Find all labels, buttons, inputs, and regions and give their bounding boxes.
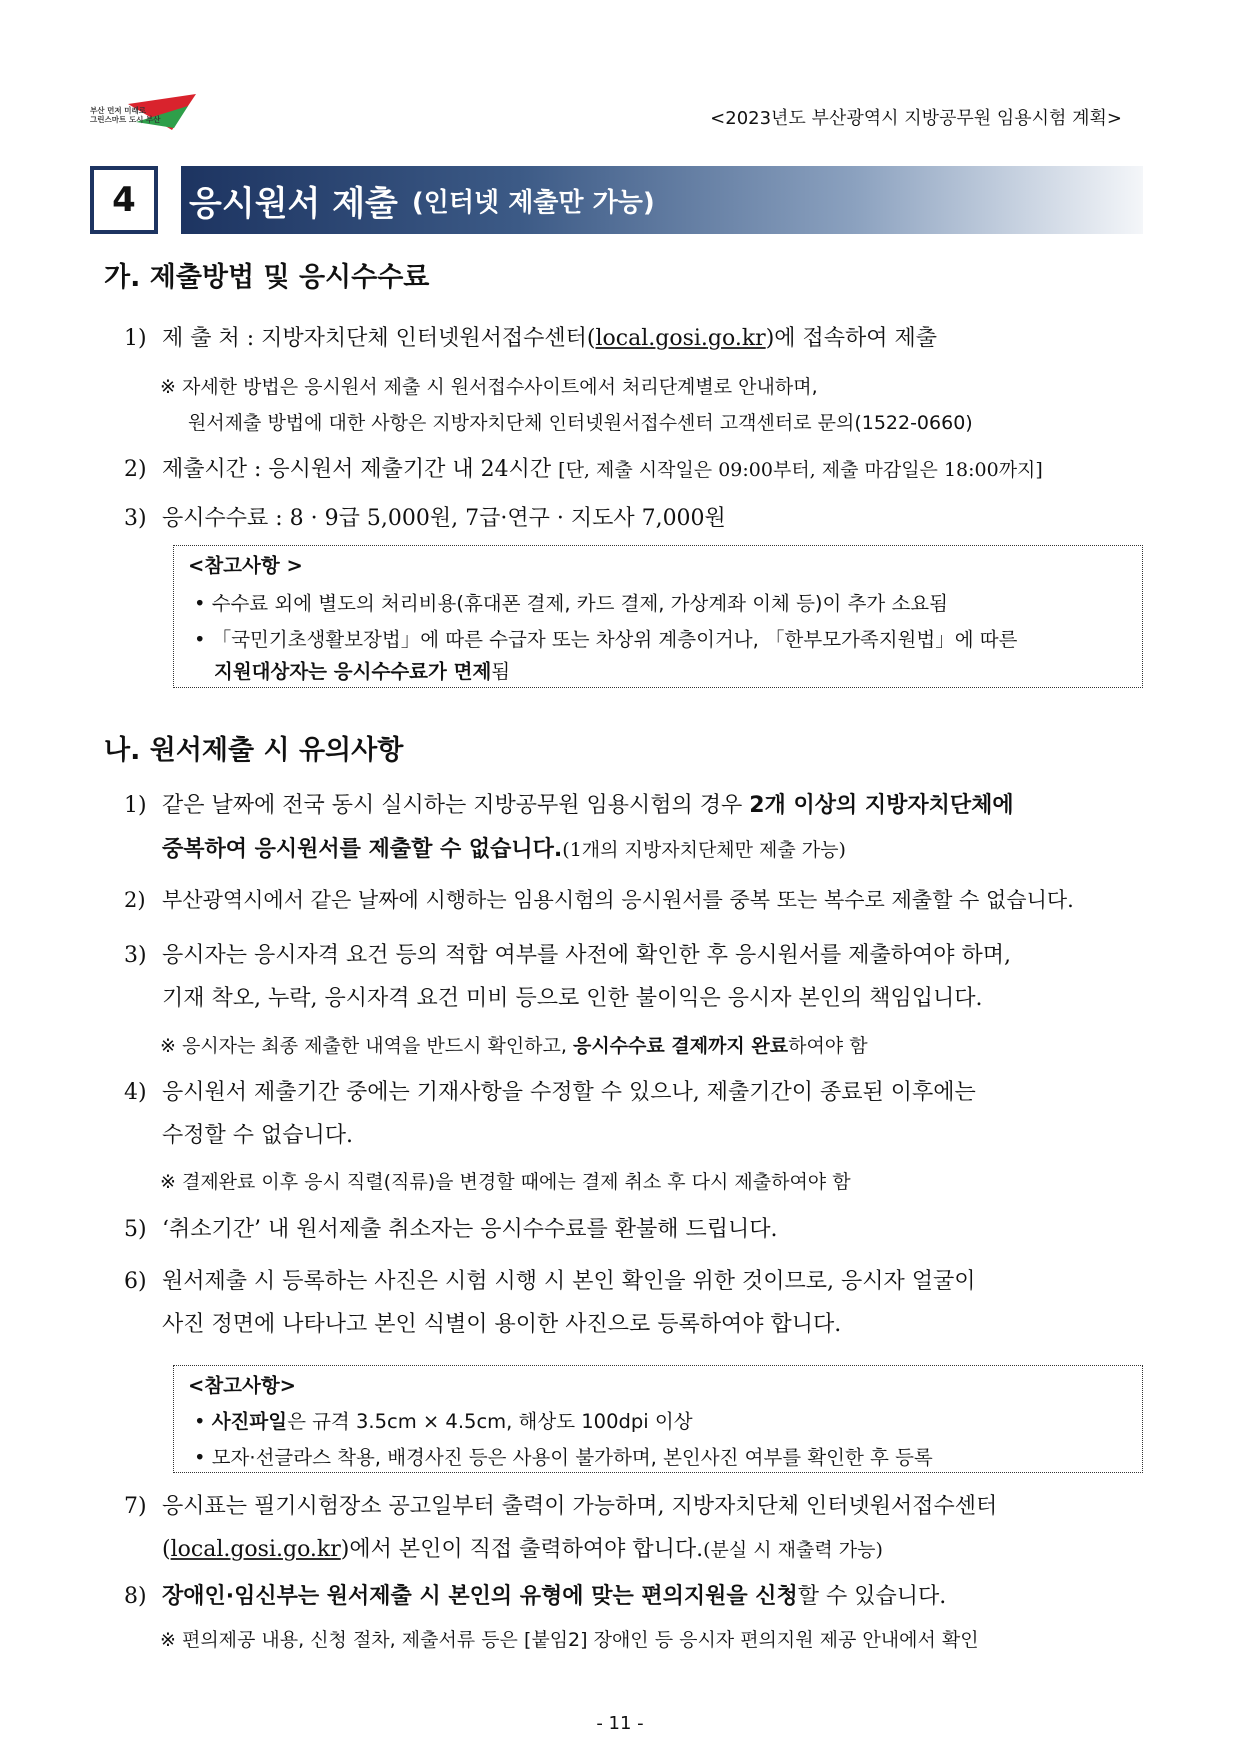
note-bold-text: 응시수수료 결제까지 완료	[572, 1035, 789, 1057]
note-text: 하여야 함	[788, 1035, 868, 1057]
reference-bullet-1: • 수수료 외에 별도의 처리비용(휴대폰 결제, 카드 결제, 가상계좌 이체 등)이 추가 소요됨	[194, 592, 948, 615]
part-b-item-3-line-1	[124, 938, 1011, 969]
part-b-item-4-line-1	[124, 1075, 976, 1106]
item-number: 4)	[124, 1080, 147, 1105]
part-a-item-2	[124, 452, 1043, 483]
reference-title: <참고사항>	[188, 1374, 297, 1397]
part-b-item-3-line-2: 기재 착오, 누락, 응시자격 요건 미비 등으로 인한 불이익은 응시자 본인의 책임입니다.	[162, 986, 983, 1011]
city-logo	[88, 92, 198, 138]
reference-bullet-2: • 모자·선글라스 착용, 배경사진 등은 사용이 불가하며, 본인사진 여부를 확인한 후 등록	[194, 1446, 933, 1469]
part-b-item-4-note: ※ 결제완료 이후 응시 직렬(직류)을 변경할 때에는 결제 취소 후 다시 제출하여야 함	[160, 1171, 851, 1193]
item-number: 3)	[124, 943, 147, 968]
item-text: (	[162, 1537, 171, 1562]
item-number: 2)	[124, 888, 146, 912]
item-small-text: (분실 시 재출력 가능)	[703, 1539, 883, 1561]
item-number: 3)	[124, 506, 147, 531]
section-title-bar	[181, 166, 1143, 234]
part-a-reference-box	[173, 545, 1143, 688]
item-number: 1)	[124, 793, 147, 818]
part-a-note-1-line-1: ※ 자세한 방법은 응시원서 제출 시 원서접수사이트에서 처리단계별로 안내하며,	[160, 376, 818, 398]
section-subtitle: (인터넷 제출만 가능)	[411, 187, 655, 218]
item-bold-text: 2개 이상의 지방자치단체에	[749, 793, 1014, 818]
part-a-heading: 가. 제출방법 및 응시수수료	[104, 262, 430, 293]
section-number: 4	[90, 166, 158, 234]
part-b-item-1-line-2	[162, 832, 846, 863]
item-bold-text: 장애인·임신부는 원서제출 시 본인의 유형에 맞는 편의지원을 신청	[162, 1584, 798, 1609]
part-b-item-2	[124, 884, 1074, 914]
part-b-item-7-line-2	[162, 1532, 883, 1563]
item-text: )에서 본인이 직접 출력하여야 합니다.	[340, 1537, 704, 1562]
item-number: 1)	[124, 326, 147, 351]
reference-bullet-2-cont	[214, 656, 510, 684]
fee-exempt-bold: 지원대상자는 응시수수료가 면제	[214, 660, 492, 683]
part-b-item-1-line-1	[124, 788, 1014, 819]
item-text: 할 수 있습니다.	[797, 1584, 947, 1609]
item-number: 6)	[124, 1269, 147, 1294]
item-number: 7)	[124, 1494, 147, 1519]
part-b-heading: 나. 원서제출 시 유의사항	[104, 735, 404, 766]
logo-text	[90, 106, 160, 124]
reference-text: 은 규격 3.5cm × 4.5cm, 해상도 100dpi 이상	[287, 1410, 693, 1433]
item-number: 2)	[124, 457, 147, 482]
part-a-item-1	[124, 321, 937, 352]
gosi-link[interactable]: local.gosi.go.kr	[170, 1537, 341, 1562]
reference-bullet-1	[194, 1406, 693, 1434]
item-number: 8)	[124, 1584, 147, 1609]
item-text: 응시수수료 : 8 · 9급 5,000원, 7급·연구 · 지도사 7,000원	[162, 506, 726, 531]
item-text: 부산광역시에서 같은 날짜에 시행하는 임용시험의 응시원서를 중복 또는 복수로 제출할 수 없습니다.	[162, 888, 1074, 912]
item-number: 5)	[124, 1217, 147, 1242]
part-b-item-6-line-2: 사진 정면에 나타나고 본인 식별이 용이한 사진으로 등록하여야 합니다.	[162, 1312, 842, 1337]
part-b-item-3-note	[160, 1031, 868, 1058]
item-text: 응시자는 응시자격 요건 등의 적합 여부를 사전에 확인한 후 응시원서를 제출하여야 하며,	[162, 943, 1011, 968]
item-text: 응시표는 필기시험장소 공고일부터 출력이 가능하며, 지방자치단체 인터넷원서접수센터	[162, 1494, 998, 1519]
section-title: 응시원서 제출	[189, 183, 398, 224]
part-b-reference-box	[173, 1365, 1143, 1473]
item-text: )에 접속하여 제출	[765, 326, 938, 351]
item-text: 제출시간 : 응시원서 제출기간 내 24시간	[162, 457, 559, 482]
part-b-item-7-line-1	[124, 1489, 997, 1520]
part-a-note-1-line-2: 원서제출 방법에 대한 사항은 지방자치단체 인터넷원서접수센터 고객센터로 문의(1522-0660)	[188, 412, 973, 434]
part-b-item-5	[124, 1212, 778, 1243]
gosi-link[interactable]: local.gosi.go.kr	[595, 326, 766, 351]
page-number: - 11 -	[596, 1713, 644, 1734]
reference-title: <참고사항 >	[188, 554, 303, 577]
part-b-item-8-note: ※ 편의제공 내용, 신청 절차, 제출서류 등은 [붙임2] 장애인 등 응시자 편의지원 제공 안내에서 확인	[160, 1629, 979, 1651]
part-a-item-3	[124, 501, 726, 532]
logo-line-1: 부산 먼저 미래로	[90, 106, 146, 115]
reference-bullet-2: • 「국민기초생활보장법」에 따른 수급자 또는 차상위 계층이거나, 「한부모가족지원법」에 따른	[194, 628, 1018, 651]
item-bold-text: 중복하여 응시원서를 제출할 수 없습니다.	[162, 837, 563, 862]
item-text: 같은 날짜에 전국 동시 실시하는 지방공무원 임용시험의 경우	[162, 793, 750, 818]
item-text: ‘취소기간’ 내 원서제출 취소자는 응시수수료를 환불해 드립니다.	[162, 1217, 778, 1242]
bullet: •	[194, 1410, 212, 1433]
item-text: 원서제출 시 등록하는 사진은 시험 시행 시 본인 확인을 위한 것이므로, 응시자 얼굴이	[162, 1269, 976, 1294]
logo-line-2: 그린스마트 도시 부산	[90, 115, 161, 124]
item-text: 응시원서 제출기간 중에는 기재사항을 수정할 수 있으나, 제출기간이 종료된 이후에는	[162, 1080, 976, 1105]
note-text: ※ 응시자는 최종 제출한 내역을 반드시 확인하고,	[160, 1035, 573, 1057]
item-text: 제 출 처 : 지방자치단체 인터넷원서접수센터(	[162, 326, 596, 351]
item-small-text: (1개의 지방자치단체만 제출 가능)	[562, 839, 846, 861]
photo-file-bold: 사진파일	[211, 1410, 288, 1433]
part-b-item-4-line-2: 수정할 수 없습니다.	[162, 1123, 353, 1148]
part-b-item-8	[124, 1579, 946, 1610]
reference-text: 됨	[491, 660, 511, 683]
item-small-text: [단, 제출 시작일은 09:00부터, 제출 마감일은 18:00까지]	[558, 459, 1043, 481]
document-title: <2023년도 부산광역시 지방공무원 임용시험 계획>	[710, 108, 1122, 129]
part-b-item-6-line-1	[124, 1264, 975, 1295]
